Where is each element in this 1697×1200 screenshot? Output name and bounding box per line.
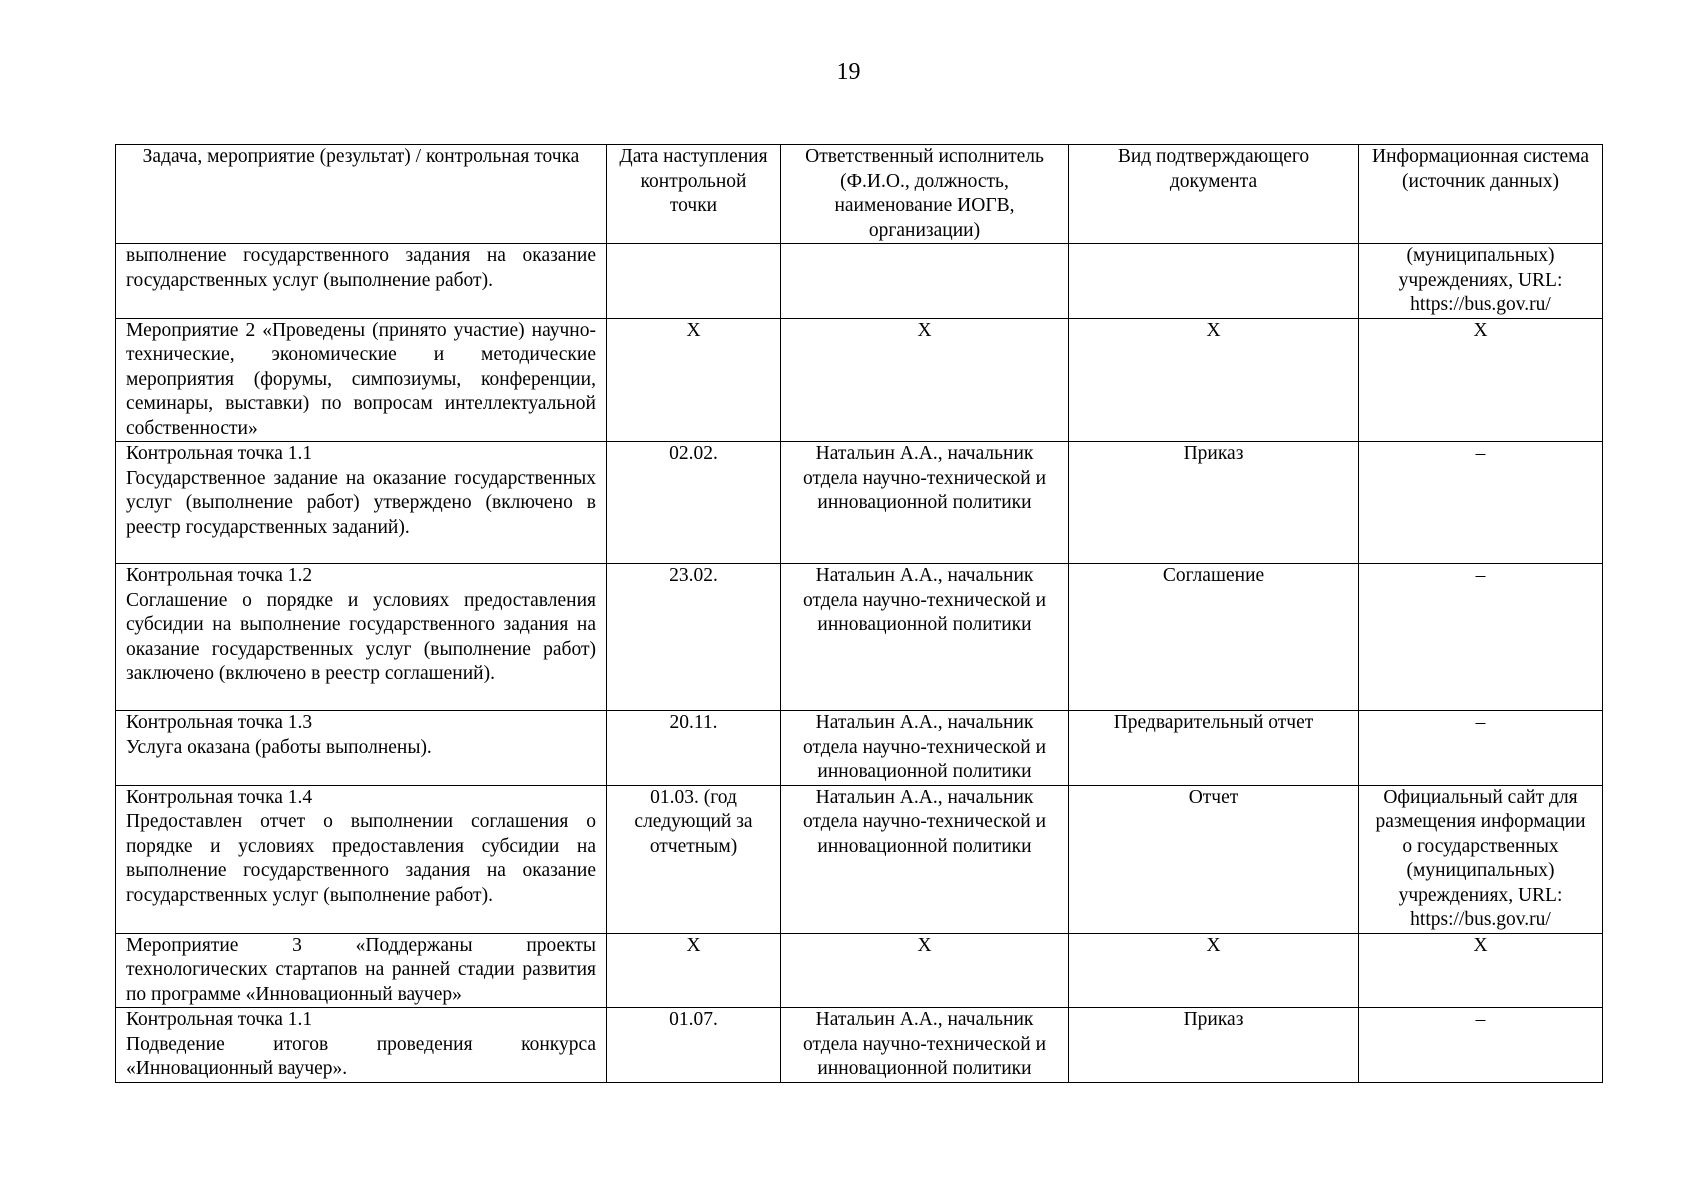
page-number: 19 (836, 59, 861, 85)
task-text: Услуга оказана (работы выполнены). (126, 736, 432, 758)
date-cell: 23.02. (607, 564, 781, 711)
responsible-cell: Натальин А.А., начальник отдела научно-технической и инновационной политики (781, 1008, 1069, 1083)
task-text: выполнение государственного задания на оказание государственных услуг (выполнение работ). (126, 245, 596, 291)
responsible-cell: Х (781, 318, 1069, 442)
header-date: Дата наступления контрольной точки (607, 145, 781, 244)
task-cell (116, 933, 607, 1008)
date-cell: Х (607, 933, 781, 1008)
document-cell: Х (1069, 318, 1359, 442)
table-row (116, 785, 1603, 933)
task-text: Мероприятие 3 «Поддержаны проекты технологических стартапов на ранней стадии развития по программе «Инновационный ваучер» (126, 934, 596, 1005)
responsible-cell: Натальин А.А., начальник отдела научно-технической и инновационной политики (781, 785, 1069, 933)
table-row (116, 244, 1603, 319)
task-text: Предоставлен отчет о выполнении соглашения о порядке и условиях предоставления субсидии на выполнение государственного задания на оказание государственных услуг (выполнение работ). (126, 811, 596, 906)
system-cell: Х (1359, 933, 1603, 1008)
task-cell (116, 442, 607, 564)
document-cell: Соглашение (1069, 564, 1359, 711)
system-cell: – (1359, 442, 1603, 564)
date-cell (607, 244, 781, 319)
header-responsible: Ответственный исполнитель (Ф.И.О., должность, наименование ИОГВ, организации) (781, 145, 1069, 244)
control-points-table (115, 144, 1603, 1083)
table-header-row (116, 145, 1603, 244)
document-cell: Х (1069, 933, 1359, 1008)
task-cell (116, 1008, 607, 1083)
task-cell (116, 785, 607, 933)
document-cell: Приказ (1069, 442, 1359, 564)
document-cell: Отчет (1069, 785, 1359, 933)
responsible-cell: Натальин А.А., начальник отдела научно-технической и инновационной политики (781, 564, 1069, 711)
control-point-title: Контрольная точка 1.4 (126, 786, 313, 808)
header-task: Задача, мероприятие (результат) / контрольная точка (116, 145, 607, 244)
date-cell: 01.03. (год следующий за отчетным) (607, 785, 781, 933)
document-cell (1069, 244, 1359, 319)
system-cell: – (1359, 564, 1603, 711)
document-cell: Приказ (1069, 1008, 1359, 1083)
task-cell (116, 711, 607, 786)
task-cell (116, 564, 607, 711)
date-cell: Х (607, 318, 781, 442)
task-text: Соглашение о порядке и условиях предоставления субсидии на выполнение государственного задания на оказание государственных услуг (выполнение работ) заключено (включено в реестр соглашений). (126, 589, 596, 684)
control-point-title: Контрольная точка 1.1 (126, 443, 313, 464)
task-cell (116, 318, 607, 442)
table-row (116, 933, 1603, 1008)
table-row (116, 442, 1603, 564)
system-cell: – (1359, 1008, 1603, 1083)
system-cell: – (1359, 711, 1603, 786)
table-row (116, 711, 1603, 786)
task-text: Государственное задание на оказание государственных услуг (выполнение работ) утверждено (включено в реестр государственных заданий). (126, 467, 596, 538)
system-cell: Х (1359, 318, 1603, 442)
responsible-cell: Натальин А.А., начальник отдела научно-технической и инновационной политики (781, 711, 1069, 786)
system-cell: Официальный сайт для размещения информации о государственных (муниципальных) учреждениях, URL: https://bus.gov.ru/ (1359, 785, 1603, 933)
task-text: Мероприятие 2 «Проведены (принято участие) научно-технические, экономические и методические мероприятия (форумы, симпозиумы, конференции, семинары, выставки) по вопросам интеллектуальной собственности» (126, 319, 596, 439)
header-system: Информационная система (источник данных) (1359, 145, 1603, 244)
control-point-title: Контрольная точка 1.3 (126, 712, 313, 733)
table-row (116, 318, 1603, 442)
system-cell: (муниципальных) учреждениях, URL: https://bus.gov.ru/ (1359, 244, 1603, 319)
document-cell: Предварительный отчет (1069, 711, 1359, 786)
control-point-title: Контрольная точка 1.1 (126, 1009, 313, 1030)
table-row (116, 1008, 1603, 1083)
date-cell: 20.11. (607, 711, 781, 786)
table-row (116, 564, 1603, 711)
task-cell (116, 244, 607, 319)
date-cell: 02.02. (607, 442, 781, 564)
date-cell: 01.07. (607, 1008, 781, 1083)
responsible-cell: Натальин А.А., начальник отдела научно-технической и инновационной политики (781, 442, 1069, 564)
task-text: Подведение итогов проведения конкурса «Инновационный ваучер». (126, 1033, 596, 1079)
control-point-title: Контрольная точка 1.2 (126, 565, 313, 586)
responsible-cell: Х (781, 933, 1069, 1008)
header-document: Вид подтверждающего документа (1069, 145, 1359, 244)
responsible-cell (781, 244, 1069, 319)
